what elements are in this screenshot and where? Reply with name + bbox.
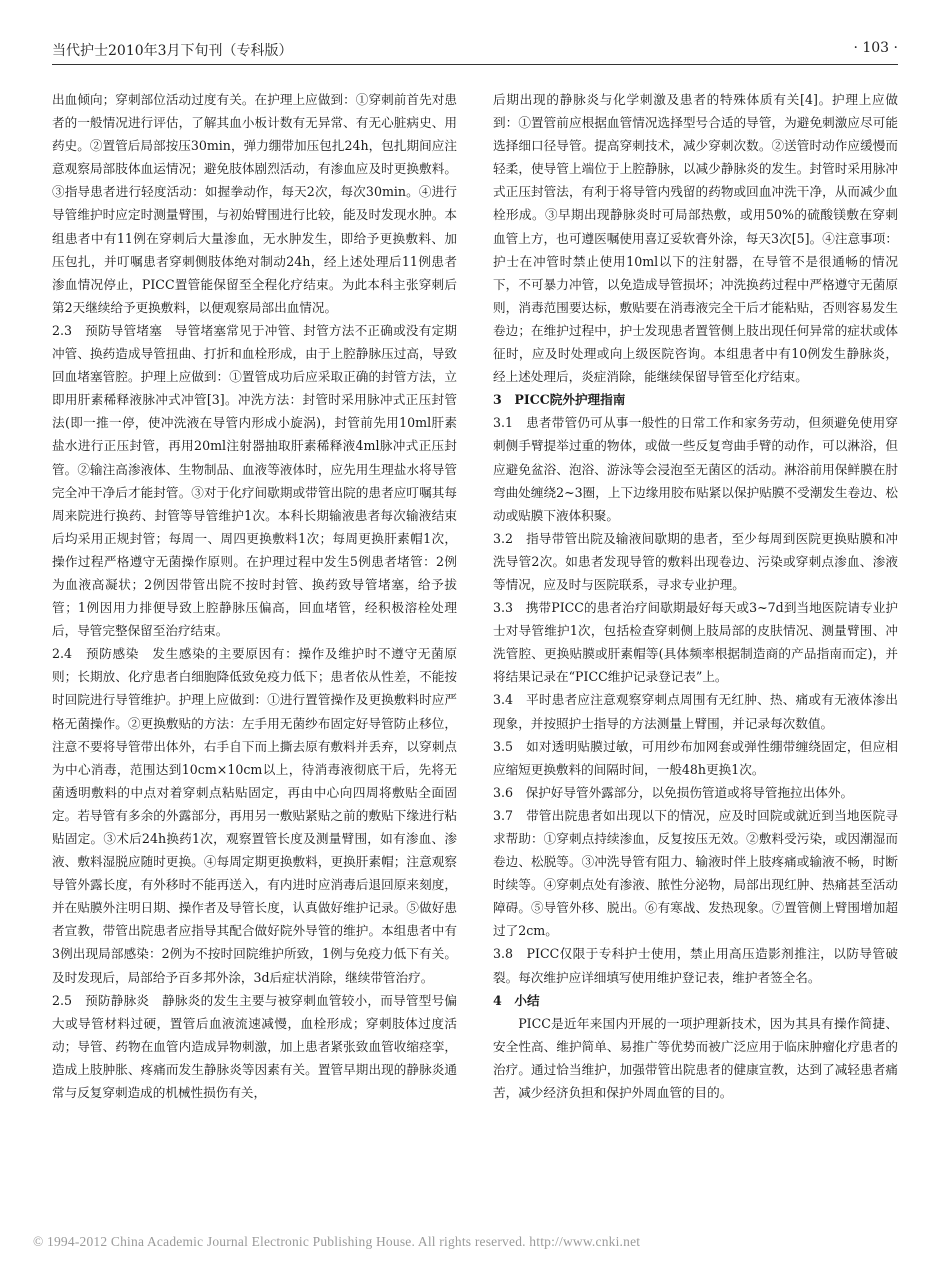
paragraph-3-5: 3.5 如对透明贴膜过敏，可用纱布加网套或弹性绷带缠绕固定，但应相应缩短更换敷料的间隔时间，一般48h更换1次。 bbox=[493, 738, 898, 777]
paragraph-3-8: 3.8 PICC仅限于专科护士使用，禁止用高压造影剂推注，以防导管破裂。每次维护应详细填写使用维护登记表，维护者签全名。 bbox=[493, 946, 898, 985]
paragraph-3-6: 3.6 保护好导管外露部分，以免损伤管道或将导管拖拉出体外。 bbox=[493, 784, 854, 800]
section-heading-3: 3 PICC院外护理指南 bbox=[493, 392, 626, 408]
paragraph-2-5: 2.5 预防静脉炎 静脉炎的发生主要与被穿刺血管较小，而导管型号偏大或导管材料过硬，置管后血液流速减慢，血栓形成；穿刺肢体过度活动；导管、药物在血管内造成异物刺激，加上患者紧张致血管收缩痉挛，造成上肢肿胀、疼痛而发生静脉炎等因素有关。置管早期出现的静脉炎通常与反复穿刺造成的机械性损伤有关， bbox=[52, 992, 457, 1101]
paragraph-2-3: 2.3 预防导管堵塞 导管堵塞常见于冲管、封管方法不正确或没有定期冲管、换药造成导管扭曲、打折和血栓形成，由于上腔静脉压过高，导致回血堵塞管腔。护理上应做到：①置管成功后应采取正确的封管方法，立即用肝素稀释液脉冲式冲管[3]。冲洗方法：封管时采用脉冲式正压封管法(即一推一停，使冲洗液在导管内形成小旋涡)，封管前先用10ml肝素盐水进行正压封管，再用20ml注射器抽取肝素稀释液4ml脉冲式正压封管。②输注高渗液体、生物制品、血液等液体时，应先用生理盐水将导管完全冲干净后才能封管。③对于化疗间歇期或带管出院的患者应叮嘱其每周来院进行换药、封管等导管维护1次。本科长期输液患者每次输液结束后均采用正规封管；每周一、周四更换敷料1次；每周更换肝素帽1次，操作过程严格遵守无菌操作原则。在护理过程中发生5例患者堵管：2例为血液高凝状；2例因带管出院不按时封管、换药致导管堵塞，给予拔管；1例因用力排便导致上腔静脉压偏高，回血堵管，经积极溶栓处理后，导管完整保留至治疗结束。 bbox=[52, 322, 457, 639]
running-header bbox=[52, 36, 898, 66]
section-heading-4: 4 小结 bbox=[493, 992, 540, 1008]
page-number: · 103 · bbox=[853, 40, 898, 56]
copyright-footer: © 1994-2012 China Academic Journal Electronic Publishing House. All rights reserved. http://www.cnki.net bbox=[33, 1234, 641, 1249]
left-column bbox=[52, 88, 457, 1104]
paragraph-2-2-continued: 出血倾向；穿刺部位活动过度有关。在护理上应做到：①穿刺前首先对患者的一般情况进行评估，了解其血小板计数有无异常、有无心脏病史、用药史。②置管后局部按压30min，弹力绷带加压包扎24h，包扎期间应注意观察局部肢体血运情况；避免肢体剧烈活动，有渗血应及时更换敷料。③指导患者进行轻度活动：如握拳动作，每天2次，每次30min。④进行导管维护时应定时测量臂围，与初始臂围进行比较，能及时发现水肿。本组患者中有11例在穿刺后大量渗血，无水肿发生，即给予更换敷料、加压包扎，并叮嘱患者穿刺侧肢体绝对制动24h，经上述处理后11例患者渗血情况停止，PICC置管能保留至全程化疗结束。为此本科主张穿刺后第2天继续给予更换敷料，以便观察局部出血情况。 bbox=[52, 92, 457, 315]
paragraph-3-7: 3.7 带管出院患者如出现以下的情况，应及时回院或就近到当地医院寻求帮助：①穿刺点持续渗血，反复按压无效。②敷料受污染，或因潮湿而卷边、松脱等。③冲洗导管有阻力、输液时伴上肢疼痛或输液不畅，时断时续等。④穿刺点处有渗液、脓性分泌物，局部出现红肿、热痛甚至活动障碍。⑤导管外移、脱出。⑥有寒战、发热现象。⑦置管侧上臂围增加超过了2cm。 bbox=[493, 807, 898, 939]
paragraph-summary: PICC是近年来国内开展的一项护理新技术，因为其具有操作简捷、安全性高、维护简单、易推广等优势而被广泛应用于临床肿瘤化疗患者的治疗。通过恰当维护，加强带管出院患者的健康宣教，达到了减轻患者痛苦，减少经济负担和保护外周血管的目的。 bbox=[493, 1015, 898, 1101]
paragraph-2-5-continued: 后期出现的静脉炎与化学刺激及患者的特殊体质有关[4]。护理上应做到：①置管前应根据血管情况选择型号合适的导管，为避免刺激应尽可能选择细口径导管。提高穿刺技术，减少穿刺次数。②送管时动作应缓慢而轻柔，使导管上端位于上腔静脉，以减少静脉炎的发生。封管时采用脉冲式正压封管法，有利于将导管内残留的药物或回血冲洗干净，从而减少血栓形成。③早期出现静脉炎时可局部热敷，或用50%的硫酸镁敷在穿刺血管上方，也可遵医嘱使用喜辽妥软膏外涂，每天3次[5]。④注意事项：护士在冲管时禁止使用10ml以下的注射器，在导管不是很通畅的情况下，不可暴力冲管，以免造成导管损坏；冲洗换药过程中严格遵守无菌原则，消毒范围要达标，敷贴要在消毒液完全干后才能粘贴，否则容易发生卷边；在维护过程中，护士发现患者置管侧上肢出现任何异常的症状或体征时，应及时处理或向上级医院咨询。本组患者中有10例发生静脉炎，经上述处理后，炎症消除，能继续保留导管至化疗结束。 bbox=[493, 92, 898, 385]
paragraph-2-4: 2.4 预防感染 发生感染的主要原因有：操作及维护时不遵守无菌原则；长期放、化疗患者白细胞降低致免疫力低下；患者依从性差，不能按时回院进行导管维护。护理上应做到：①进行置管操作及更换敷料时应严格无菌操作。②更换敷贴的方法：左手用无菌纱布固定好导管防止移位，注意不要将导管带出体外，右手自下而上撕去原有敷料并丢弃，以穿刺点为中心消毒，范围达到10cm×10cm以上，待消毒液彻底干后，先将无菌透明敷料的中点对着穿刺点粘贴固定，再由中心向四周将敷贴全面固定。若导管有多余的外露部分，再用另一敷贴紧贴之前的敷贴下缘进行粘贴固定。③术后24h换药1次，观察置管长度及测量臂围，如有渗血、渗液、敷料湿脱应随时更换。④每周定期更换敷料，更换肝素帽；注意观察导管外露长度，有外移时不能再送入，有内进时应消毒后退回原来刻度，并在贴膜外注明日期、操作者及导管长度，认真做好维护记录。⑤做好患者宣教，带管出院患者应指导其配合做好院外导管的维护。本组患者中有3例出现局部感染：2例为不按时回院维护所致，1例与免疫力低下有关。及时发现后，局部给予百多邦外涂，3d后症状消除，继续带管治疗。 bbox=[52, 646, 457, 985]
paragraph-3-2: 3.2 指导带管出院及输液间歇期的患者，至少每周到医院更换贴膜和冲洗导管2次。如患者发现导管的敷料出现卷边、污染或穿刺点渗血、渗液等情况，应及时与医院联系，寻求专业护理。 bbox=[493, 530, 898, 592]
paragraph-3-4: 3.4 平时患者应注意观察穿刺点周围有无红肿、热、痛或有无液体渗出现象，并按照护士指导的方法测量上臂围，并记录每次数值。 bbox=[493, 692, 898, 731]
header-rule bbox=[52, 64, 898, 65]
paragraph-3-3: 3.3 携带PICC的患者治疗间歇期最好每天或3~7d到当地医院请专业护士对导管维护1次，包括检查穿刺侧上肢局部的皮肤情况、测量臂围、冲洗管腔、更换贴膜或肝素帽等(具体频率根据制造商的产品指南而定)，并将结果记录在“PICC维护记录登记表”上。 bbox=[493, 600, 898, 685]
right-column bbox=[493, 88, 898, 1104]
journal-title: 当代护士2010年3月下旬刊（专科版） bbox=[52, 43, 293, 59]
paragraph-3-1: 3.1 患者带管仍可从事一般性的日常工作和家务劳动，但须避免使用穿刺侧手臂提举过重的物体，或做一些反复弯曲手臂的动作，可以淋浴，但应避免盆浴、泡浴、游泳等会浸泡至无菌区的活动。淋浴前用保鲜膜在肘弯曲处缠绕2~3圈，上下边缘用胶布贴紧以保护贴膜不受潮发生卷边、松动或贴膜下液体积聚。 bbox=[493, 415, 898, 523]
